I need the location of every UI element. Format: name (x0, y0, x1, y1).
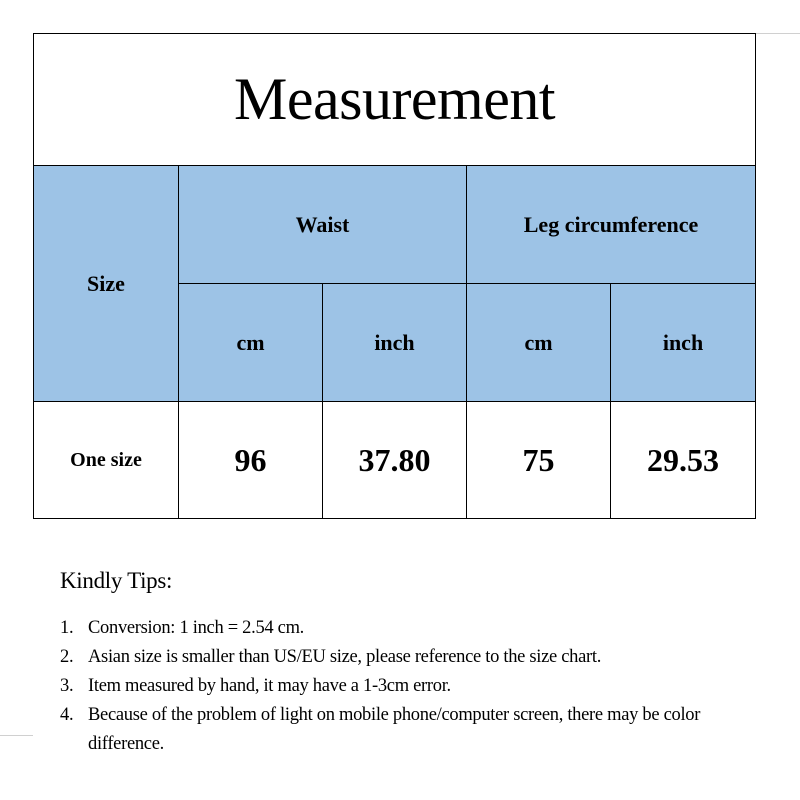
tip-text: Asian size is smaller than US/EU size, please reference to the size chart. (88, 647, 602, 667)
waist-cm-header: cm (179, 284, 323, 402)
list-item (60, 701, 760, 759)
tips-title: Kindly Tips: (60, 568, 173, 593)
waist-inch-header: inch (323, 284, 467, 402)
waist-header: Waist (179, 166, 467, 284)
tip-number: 1. (60, 618, 74, 638)
list-item (60, 672, 760, 701)
list-item (60, 643, 760, 672)
tip-text: Item measured by hand, it may have a 1-3cm error. (88, 676, 451, 696)
measurement-table-container (33, 33, 755, 523)
table-title: Measurement (34, 34, 756, 166)
waist-cm-value: 96 (179, 402, 323, 519)
table-row (34, 402, 756, 519)
edge-line-left (0, 735, 33, 736)
tip-number: 4. (60, 705, 74, 725)
tips-list (60, 614, 760, 759)
kindly-tips-section (60, 568, 760, 759)
leg-cm-header: cm (467, 284, 611, 402)
tip-text: Because of the problem of light on mobile phone/computer screen, there may be color difference. (88, 705, 701, 754)
list-item (60, 614, 760, 643)
edge-line-top (755, 33, 800, 34)
tip-number: 2. (60, 647, 74, 667)
leg-inch-header: inch (611, 284, 756, 402)
row-size-label: One size (34, 402, 179, 519)
tip-text: Conversion: 1 inch = 2.54 cm. (88, 618, 305, 638)
measurement-table (33, 33, 756, 519)
size-header: Size (34, 166, 179, 402)
leg-cm-value: 75 (467, 402, 611, 519)
tip-number: 3. (60, 676, 74, 696)
leg-inch-value: 29.53 (611, 402, 756, 519)
leg-circumference-header: Leg circumference (467, 166, 756, 284)
waist-inch-value: 37.80 (323, 402, 467, 519)
